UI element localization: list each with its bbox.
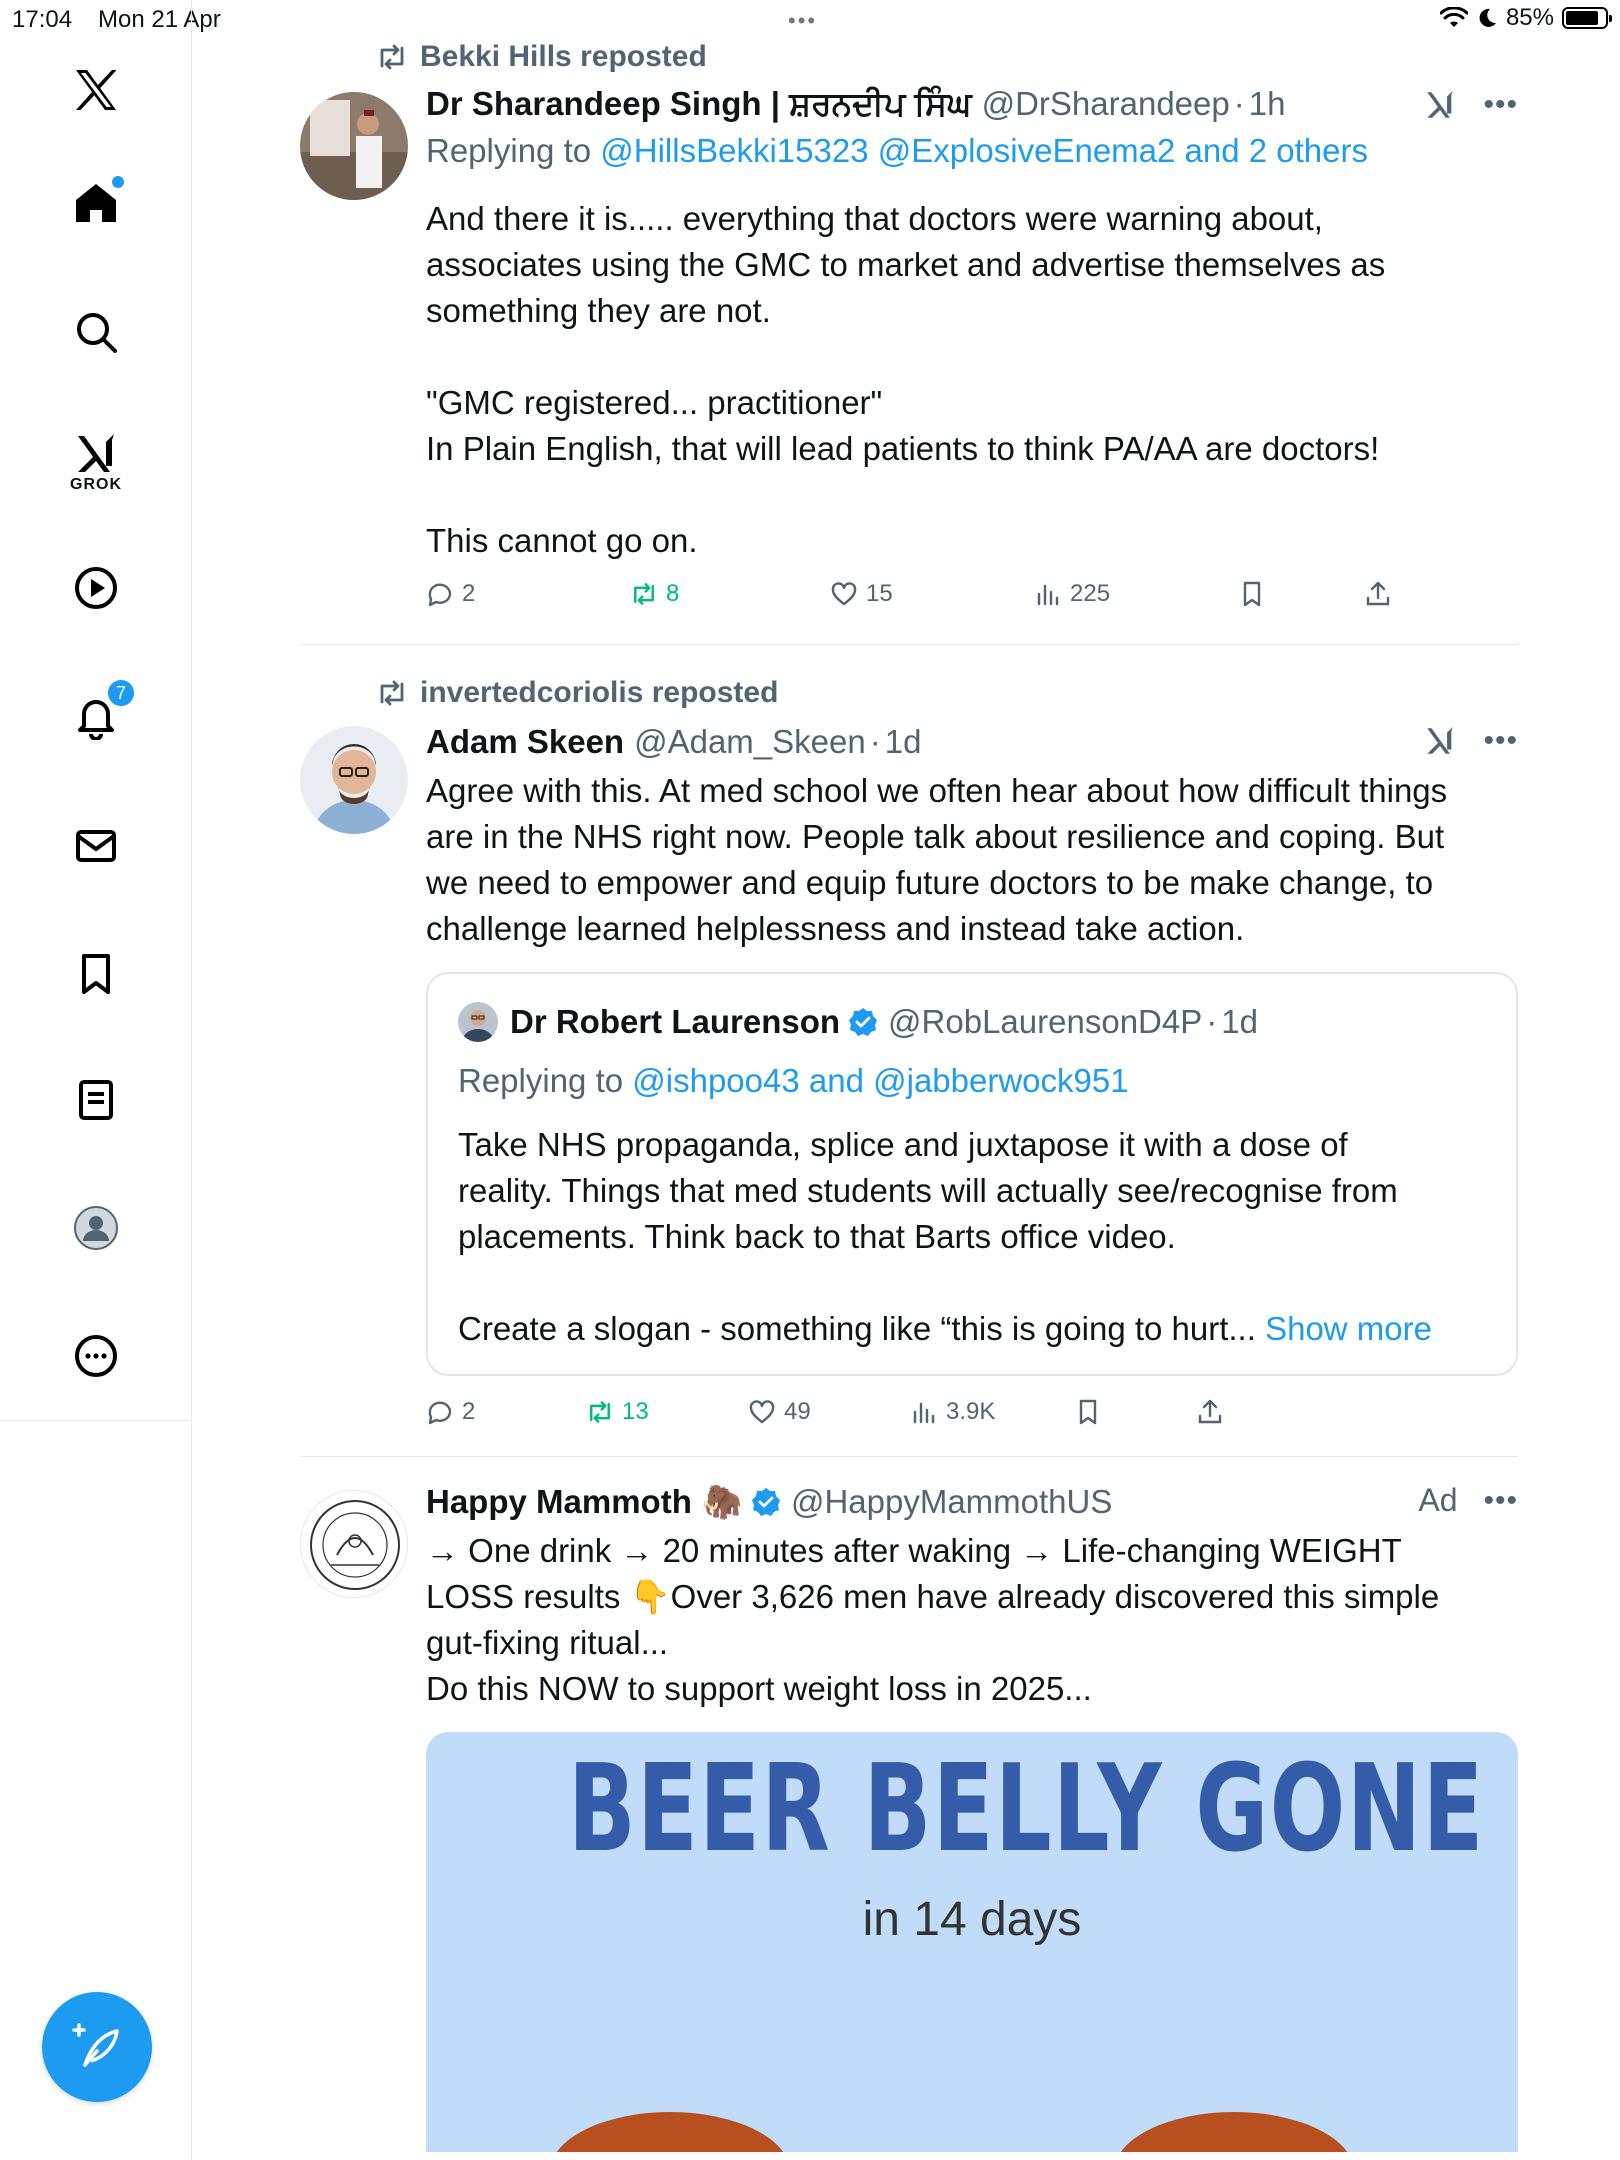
separator-dot: · — [1233, 85, 1245, 122]
bookmark-button[interactable] — [1074, 1392, 1102, 1432]
repost-button[interactable] — [586, 1392, 649, 1432]
repost-indicator — [376, 40, 707, 74]
list-icon — [72, 1076, 120, 1124]
views-count: 3.9K — [946, 1398, 996, 1425]
quoted-avatar — [458, 1002, 498, 1042]
more-options-icon[interactable]: ••• — [1483, 724, 1518, 757]
repost-icon — [630, 580, 658, 608]
battery-percent: 85% — [1505, 4, 1554, 31]
separator-dot: · — [869, 723, 881, 760]
notifications-badge: 7 — [106, 678, 136, 708]
tweet-header — [426, 720, 1518, 764]
more-circle-icon — [72, 1332, 120, 1380]
replying-to — [426, 132, 1518, 176]
views-icon — [910, 1398, 938, 1426]
status-bar — [0, 0, 1620, 40]
reply-count: 2 — [462, 1398, 476, 1425]
like-count: 15 — [866, 580, 893, 607]
tweet-divider — [300, 644, 1518, 645]
views-button[interactable] — [910, 1392, 995, 1432]
sidebar-item-messages[interactable] — [66, 816, 126, 876]
replying-mentions[interactable]: @ishpoo43 and @jabberwock951 — [632, 1062, 1129, 1099]
tweet-text: Agree with this. At med school we often hear about how difficult things are in the NHS right now. People talk about resilience and coping. But we need to empower and equip future doctors to be make change, to challenge learned helplessness and instead take action. — [426, 772, 1448, 947]
ad-label: Ad — [1418, 1482, 1458, 1518]
ad-image[interactable] — [426, 1732, 1518, 2152]
sidebar-nav — [0, 0, 192, 2160]
heart-icon — [748, 1398, 776, 1426]
author-name[interactable]: Adam Skeen — [426, 723, 625, 760]
replying-prefix: Replying to — [426, 132, 601, 169]
heart-icon — [830, 580, 858, 608]
ad-figure-left — [550, 2112, 790, 2152]
tweet-actions — [426, 574, 1426, 614]
reply-count: 2 — [462, 580, 476, 607]
grok-label: GROK — [70, 476, 122, 493]
quoted-tweet[interactable] — [426, 972, 1518, 1376]
views-icon — [1034, 580, 1062, 608]
repost-icon — [586, 1398, 614, 1426]
sidebar-item-lists[interactable] — [66, 1070, 126, 1130]
reply-button[interactable] — [426, 574, 475, 614]
like-button[interactable] — [830, 574, 893, 614]
bookmark-icon — [1074, 1398, 1102, 1426]
wifi-icon — [1440, 7, 1468, 29]
bookmark-icon — [72, 950, 120, 998]
replying-mentions[interactable]: @HillsBekki15323 @ExplosiveEnema2 and 2 others — [600, 132, 1368, 169]
tweet-header — [426, 1480, 1518, 1524]
sidebar-item-profile[interactable] — [66, 1198, 126, 1258]
share-button[interactable] — [1364, 574, 1392, 614]
quoted-tweet-header — [458, 1002, 1258, 1042]
more-options-icon[interactable]: ••• — [1483, 88, 1518, 121]
sidebar-item-grok[interactable] — [66, 424, 126, 493]
grok-icon[interactable] — [1423, 88, 1457, 122]
repost-count: 13 — [622, 1398, 649, 1425]
share-button[interactable] — [1196, 1392, 1224, 1432]
reply-icon — [426, 1398, 454, 1426]
author-name[interactable]: Happy Mammoth — [426, 1483, 692, 1520]
tweet-text: → One drink → 20 minutes after waking → Life-changing WEIGHT LOSS results 👇Over 3,626 men have already discovered this simple gut-fixing ritual... Do this NOW to support weight loss in 2025... — [426, 1532, 1440, 1707]
compose-button[interactable] — [42, 1992, 152, 2102]
repost-icon — [376, 44, 408, 70]
quoted-replying-to — [458, 1062, 1129, 1100]
avatar[interactable] — [300, 1490, 408, 1598]
like-button[interactable] — [748, 1392, 811, 1432]
author-name[interactable]: Dr Sharandeep Singh | ਸ਼ਰਨਦੀਪ ਸਿੰਘ — [426, 84, 972, 122]
multitasking-dots[interactable]: ••• — [788, 8, 818, 33]
ad-headline: BEER BELLY GONE — [567, 1740, 1485, 1879]
grok-icon[interactable] — [1423, 724, 1457, 758]
sidebar-item-explore[interactable] — [66, 302, 126, 362]
quoted-author-handle[interactable]: @RobLaurensonD4P — [888, 1003, 1203, 1040]
quoted-tweet-time: 1d — [1221, 1003, 1258, 1040]
views-button[interactable] — [1034, 574, 1110, 614]
grok-icon — [72, 430, 120, 478]
tweet-top-actions — [1423, 724, 1518, 758]
author-handle[interactable]: @DrSharandeep — [981, 85, 1230, 122]
repost-button[interactable] — [630, 574, 679, 614]
moon-icon — [1476, 7, 1498, 29]
tweet-top-actions — [1418, 1482, 1518, 1519]
tweet-body — [426, 720, 1518, 952]
compose-icon — [71, 2021, 123, 2073]
tweet-body — [426, 82, 1518, 564]
tweet-time[interactable]: 1h — [1248, 85, 1286, 122]
avatar[interactable] — [300, 726, 408, 834]
avatar-photo — [300, 726, 408, 834]
search-icon — [72, 308, 120, 356]
separator-dot: · — [1206, 1003, 1218, 1040]
reply-icon — [426, 580, 454, 608]
play-icon — [72, 564, 120, 612]
sidebar-item-video[interactable] — [66, 558, 126, 618]
bookmark-button[interactable] — [1238, 574, 1266, 614]
repost-icon — [376, 680, 408, 706]
happy-mammoth-logo — [301, 1491, 408, 1598]
mammoth-emoji: 🦣 — [701, 1482, 743, 1520]
ad-figure-right — [1114, 2112, 1354, 2152]
share-icon — [1196, 1398, 1224, 1426]
bookmark-icon — [1238, 580, 1266, 608]
sidebar-item-more[interactable] — [66, 1326, 126, 1386]
author-handle[interactable]: @Adam_Skeen — [634, 723, 866, 760]
tweet-top-actions — [1423, 88, 1518, 122]
sidebar-item-bookmarks[interactable] — [66, 944, 126, 1004]
sidebar-item-x-logo[interactable] — [66, 60, 126, 120]
more-options-icon[interactable]: ••• — [1483, 1483, 1518, 1517]
tweet-header — [426, 82, 1518, 126]
ad-subtext: in 14 days — [862, 1893, 1082, 1946]
battery-icon — [1562, 7, 1608, 29]
home-new-dot — [112, 176, 124, 188]
quoted-text-body: Take NHS propaganda, splice and juxtapose it with a dose of reality. Things that med students will actually see/recognise from placements. Think back to that Barts office video. Create a slogan - something like “this is going to hurt... — [458, 1126, 1398, 1347]
avatar[interactable] — [300, 92, 408, 200]
share-icon — [1364, 580, 1392, 608]
tweet-body — [426, 1480, 1518, 1712]
sidebar-item-home[interactable] — [66, 172, 126, 232]
show-more-link[interactable]: Show more — [1265, 1310, 1432, 1347]
avatar-photo — [300, 92, 408, 200]
sidebar-item-notifications[interactable] — [66, 682, 126, 746]
battery-fill — [1566, 11, 1598, 25]
repost-indicator — [376, 676, 778, 710]
author-handle[interactable]: @HappyMammothUS — [790, 1483, 1113, 1520]
x-logo-icon — [72, 66, 120, 114]
profile-icon — [72, 1204, 120, 1252]
verified-badge-icon — [751, 1487, 781, 1517]
reply-button[interactable] — [426, 1392, 475, 1432]
quoted-tweet-text — [458, 1122, 1498, 1352]
sidebar-divider — [0, 1420, 192, 1421]
tweet-actions — [426, 1392, 1426, 1432]
status-right — [1440, 4, 1608, 32]
quoted-author-name[interactable]: Dr Robert Laurenson — [510, 1003, 841, 1040]
views-count: 225 — [1070, 580, 1111, 607]
mail-icon — [72, 822, 120, 870]
tweet-time[interactable]: 1d — [884, 723, 922, 760]
verified-badge-icon — [848, 1007, 878, 1037]
replying-prefix: Replying to — [458, 1062, 633, 1099]
status-time: 17:04 — [12, 6, 73, 33]
like-count: 49 — [784, 1398, 811, 1425]
status-date: Mon 21 Apr — [98, 6, 221, 33]
reposted-by-text: invertedcoriolis reposted — [420, 676, 779, 709]
tweet-divider — [300, 1456, 1518, 1457]
repost-count: 8 — [666, 580, 680, 607]
quoted-avatar-photo — [458, 1002, 498, 1042]
tweet-text: And there it is..... everything that doctors were warning about, associates using the GMC to market and advertise themselves as something they are not. "GMC registered... practitioner" In Plain English, that will lead patients to think PA/AA are doctors! This cannot go on. — [426, 200, 1386, 559]
reposted-by-text: Bekki Hills reposted — [420, 40, 707, 73]
